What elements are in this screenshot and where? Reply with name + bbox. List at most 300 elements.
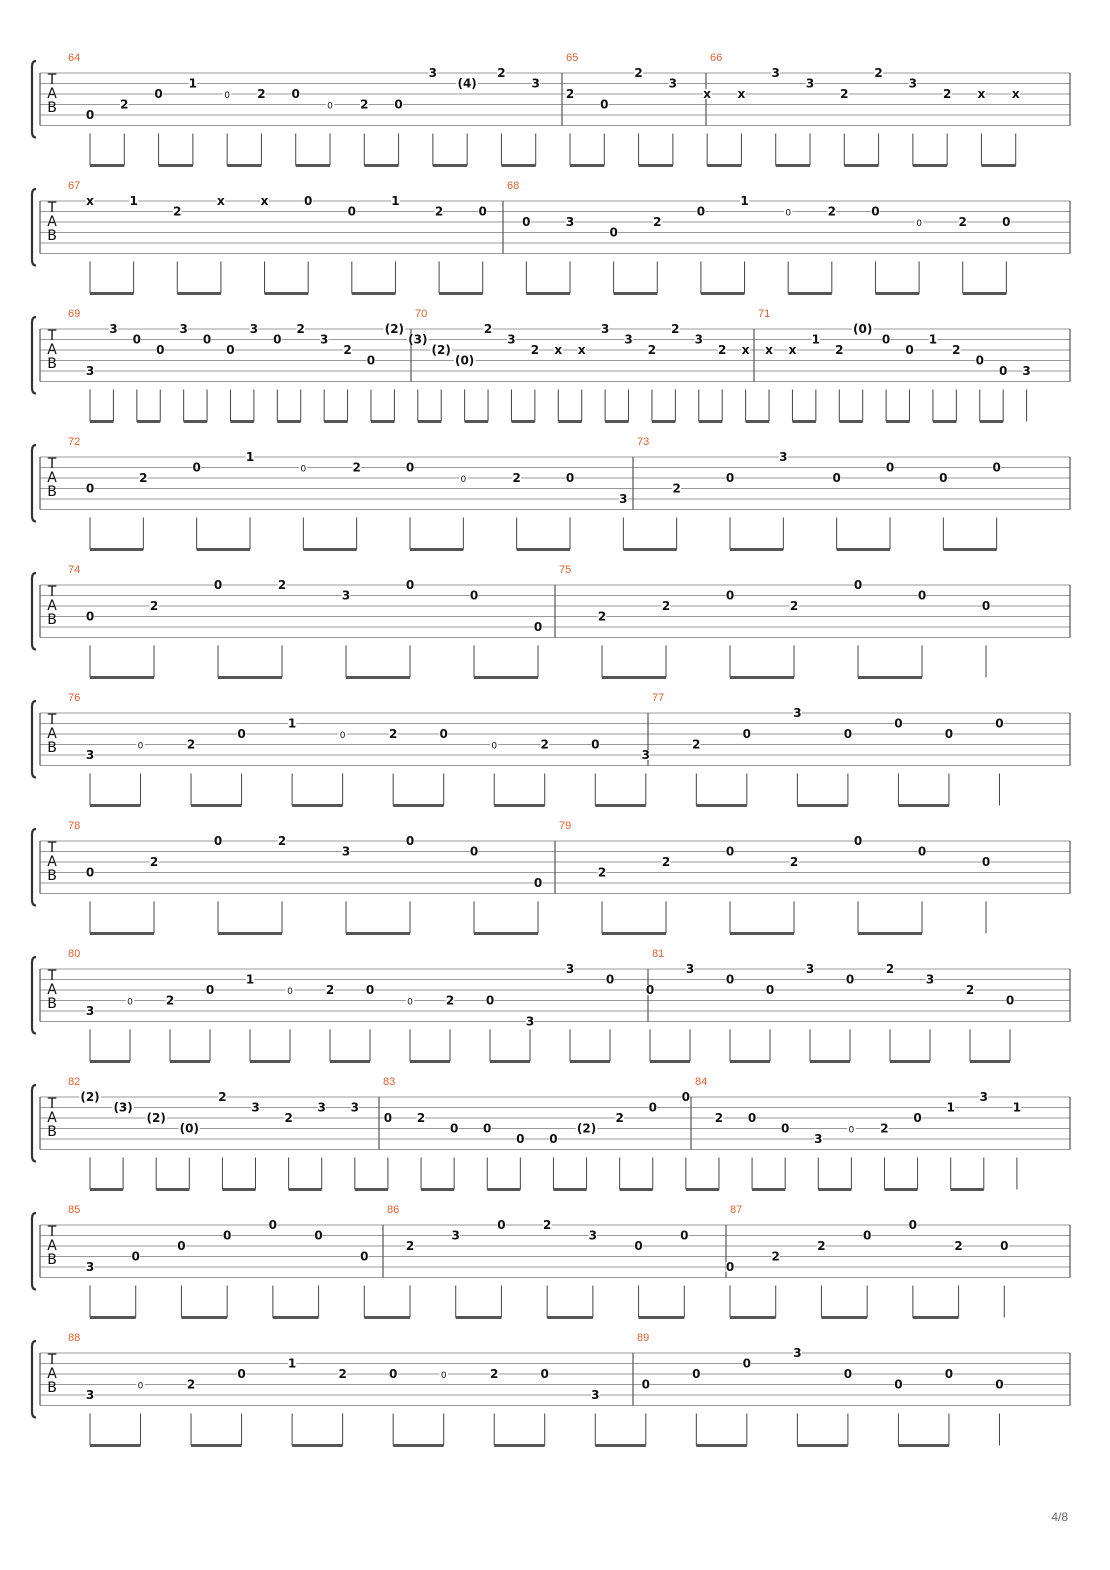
fret-number: 0 [862, 1228, 872, 1243]
fret-number: 2 [692, 737, 701, 752]
grace-note: 0 [460, 475, 467, 485]
measure-number: 87 [730, 1204, 743, 1216]
fret-number: 0 [314, 1228, 323, 1243]
fret-number: 0 [600, 97, 609, 112]
measure-number: 83 [383, 1076, 396, 1088]
fret-number: 0 [202, 332, 212, 347]
tab-clef-letter: T [47, 712, 57, 728]
fret-number: 2 [880, 1121, 889, 1136]
fret-number: 0 [725, 471, 735, 485]
fret-number: x [788, 343, 797, 357]
fret-number: (2) [80, 1090, 100, 1104]
fret-number: 0 [156, 343, 165, 357]
fret-number: 2 [530, 343, 540, 357]
fret-number: 0 [981, 855, 991, 869]
grace-note: 0 [327, 101, 333, 112]
fret-number: 0 [469, 844, 479, 859]
fret-number: 0 [85, 108, 95, 122]
fret-number: 0 [742, 727, 752, 741]
measure-number: 66 [710, 52, 723, 64]
fret-number: x [217, 194, 225, 208]
fret-number: 0 [939, 471, 948, 485]
fret-number: 2 [958, 215, 967, 229]
fret-number: 0 [268, 1218, 278, 1232]
fret-number: (2) [576, 1121, 597, 1136]
fret-number: 0 [894, 716, 903, 731]
fret-number: 2 [338, 1367, 347, 1381]
fret-number: 2 [952, 343, 961, 357]
fret-number: 0 [533, 876, 543, 890]
measure-number: 71 [758, 308, 771, 320]
fret-number: (0) [454, 353, 475, 368]
grace-note: 0 [785, 208, 792, 219]
tab-system [32, 692, 1070, 806]
measure-number: 76 [68, 692, 81, 704]
tab-system [32, 820, 1070, 934]
fret-number: 3 [779, 450, 788, 464]
tab-system [32, 948, 1070, 1062]
fret-number: 3 [771, 66, 780, 80]
fret-number: 2 [512, 471, 521, 485]
fret-number: x [765, 343, 773, 357]
fret-number: 0 [565, 471, 575, 485]
fret-number: 0 [995, 1377, 1004, 1392]
fret-number: 2 [352, 460, 361, 475]
tab-clef-letter: B [47, 1124, 57, 1140]
fret-number: 0 [881, 332, 891, 347]
fret-number: 3 [805, 962, 815, 976]
fret-number: 3 [619, 492, 628, 506]
tab-clef-letter: B [47, 484, 57, 500]
fret-number: 0 [85, 865, 95, 880]
fret-number: 2 [874, 66, 883, 80]
fret-number: 0 [516, 1132, 525, 1146]
system-bracket [32, 445, 36, 522]
system-bracket [32, 1341, 36, 1418]
tab-clef-letter: A [47, 470, 57, 486]
fret-number: 3 [317, 1100, 326, 1115]
grace-note: 0 [137, 1381, 144, 1392]
grace-note: 0 [137, 741, 144, 752]
fret-number: 3 [805, 76, 815, 91]
fret-number: 2 [597, 609, 607, 624]
tab-system [32, 436, 1070, 550]
fret-number: (2) [431, 343, 451, 357]
fret-number: 1 [188, 76, 198, 91]
fret-number: 2 [120, 97, 129, 112]
measure-number: 75 [559, 564, 572, 576]
fret-number: 2 [671, 322, 680, 336]
fret-number: 0 [347, 204, 356, 219]
fret-number: 3 [588, 1228, 598, 1243]
tab-clef-letter: A [47, 854, 57, 870]
fret-number: 2 [139, 471, 148, 485]
fret-number: 0 [913, 1111, 922, 1125]
tab-clef-letter: B [47, 612, 57, 628]
fret-number: 0 [360, 1249, 369, 1264]
fret-number: 2 [661, 855, 671, 869]
fret-number: 0 [449, 1121, 459, 1136]
fret-number: 0 [917, 588, 927, 603]
system-bracket [32, 189, 36, 266]
fret-number: 0 [981, 599, 991, 613]
fret-number: 3 [925, 972, 935, 987]
grace-note: 0 [440, 1371, 447, 1381]
system-bracket [32, 701, 36, 778]
tab-clef-letter: B [47, 228, 57, 244]
tab-clef-letter: B [47, 1252, 57, 1268]
fret-number: 3 [85, 748, 95, 762]
system-bracket [32, 1213, 36, 1290]
measure-number: 81 [652, 948, 665, 960]
fret-number: 2 [653, 215, 662, 229]
measure-number: 64 [68, 52, 81, 64]
fret-number: 0 [995, 716, 1004, 731]
fret-number: 2 [284, 1111, 293, 1125]
fret-number: 0 [540, 1367, 549, 1381]
tab-clef-letter: T [47, 328, 57, 344]
tab-system [32, 564, 1070, 678]
fret-number: 2 [497, 66, 506, 80]
measure-number: 68 [507, 180, 520, 192]
fret-number: 3 [341, 844, 351, 859]
fret-number: 3 [249, 322, 259, 336]
fret-number: 0 [845, 972, 855, 987]
fret-number: 0 [680, 1228, 689, 1243]
fret-number: (2) [384, 322, 405, 336]
fret-number: 2 [565, 87, 575, 101]
grace-note: 0 [287, 987, 293, 997]
fret-number: 2 [325, 983, 335, 997]
fret-number: 0 [944, 727, 954, 741]
measure-number: 88 [68, 1332, 81, 1344]
fret-number: 0 [742, 1356, 752, 1371]
fret-number: 3 [908, 76, 918, 91]
fret-number: 0 [237, 727, 246, 741]
fret-number: 2 [149, 855, 159, 869]
fret-number: 1 [811, 332, 821, 347]
fret-number: x [737, 87, 746, 101]
fret-number: 0 [85, 481, 95, 496]
tab-clef-letter: T [47, 968, 57, 984]
fret-number: 1 [946, 1100, 955, 1115]
fret-number: 2 [173, 204, 182, 219]
fret-number: 1 [245, 450, 255, 464]
tab-clef-letter: T [47, 1352, 57, 1368]
fret-number: 3 [525, 1014, 535, 1029]
measure-number: 89 [637, 1332, 650, 1344]
tab-clef-letter: B [47, 1380, 57, 1396]
system-bracket [32, 957, 36, 1034]
grace-note: 0 [127, 997, 133, 1008]
measure-number: 69 [68, 308, 81, 320]
fret-number: 0 [383, 1111, 393, 1125]
tab-clef-letter: T [47, 456, 57, 472]
tab-clef-letter: A [47, 86, 57, 102]
fret-number: 0 [725, 588, 735, 603]
fret-number: 2 [405, 1239, 415, 1253]
fret-number: 3 [319, 332, 329, 347]
fret-number: 0 [648, 1100, 657, 1115]
tab-clef-letter: A [47, 598, 57, 614]
tab-system [32, 308, 1070, 422]
measure-number: 85 [68, 1204, 81, 1216]
fret-number: x [577, 343, 586, 357]
fret-number: 2 [789, 599, 799, 613]
tab-clef-letter: T [47, 840, 57, 856]
fret-number: 2 [597, 865, 607, 880]
fret-number: (0) [853, 322, 873, 336]
fret-number: 3 [591, 1388, 600, 1402]
fret-number: 0 [908, 1218, 918, 1232]
fret-number: 0 [853, 578, 863, 592]
tab-clef-letter: A [47, 1110, 57, 1126]
fret-number: 0 [696, 204, 706, 219]
measure-number: 86 [387, 1204, 400, 1216]
fret-number: 0 [843, 727, 853, 741]
fret-number: 0 [998, 364, 1008, 378]
fret-number: 2 [343, 343, 352, 357]
fret-number: 0 [641, 1377, 650, 1392]
fret-number: 2 [165, 993, 175, 1008]
fret-number: 2 [835, 343, 844, 357]
grace-note: 0 [407, 997, 413, 1008]
measure-number: 73 [637, 436, 650, 448]
measure-number: 72 [68, 436, 81, 448]
tab-system [32, 1076, 1070, 1190]
fret-number: 3 [428, 66, 438, 80]
tab-clef-letter: A [47, 1366, 57, 1382]
fret-number: 2 [483, 322, 493, 336]
system-bracket [32, 829, 36, 906]
fret-number: 3 [507, 332, 516, 347]
fret-number: 3 [85, 364, 95, 378]
fret-number: 3 [600, 322, 610, 336]
fret-number: 0 [681, 1090, 691, 1104]
grace-note: 0 [491, 741, 498, 752]
tab-clef-letter: A [47, 342, 57, 358]
grace-note: 0 [300, 464, 307, 475]
fret-number: 0 [478, 204, 487, 219]
fret-number: 0 [765, 983, 775, 997]
fret-number: 0 [485, 993, 495, 1008]
fret-number: 0 [405, 834, 415, 848]
grace-note: 0 [224, 91, 231, 101]
fret-number: 2 [661, 599, 671, 613]
system-bracket [32, 573, 36, 650]
fret-number: 2 [490, 1367, 499, 1381]
fret-number: 0 [497, 1218, 506, 1232]
fret-number: 2 [434, 204, 444, 219]
fret-number: 0 [154, 87, 163, 101]
fret-number: 2 [186, 1377, 196, 1392]
fret-number: 0 [747, 1111, 757, 1125]
fret-number: 0 [192, 460, 201, 475]
fret-number: 2 [149, 599, 159, 613]
fret-number: 0 [591, 737, 600, 752]
fret-number: 3 [641, 748, 650, 762]
fret-number: 0 [885, 460, 895, 475]
fret-number: 0 [226, 343, 235, 357]
fret-number: 0 [405, 578, 415, 592]
fret-number: 2 [360, 97, 369, 112]
fret-number: 3 [85, 1260, 95, 1274]
fret-number: 0 [843, 1367, 853, 1381]
fret-number: 3 [350, 1100, 360, 1115]
fret-number: 0 [634, 1239, 643, 1253]
fret-number: x [86, 194, 94, 208]
fret-number: 3 [814, 1132, 823, 1146]
tab-system [32, 1332, 1070, 1446]
fret-number: 0 [780, 1121, 790, 1136]
fret-number: 2 [542, 1218, 552, 1232]
fret-number: 0 [213, 834, 223, 848]
tab-clef-letter: B [47, 100, 57, 116]
fret-number: 0 [917, 844, 927, 859]
fret-number: (2) [146, 1111, 166, 1125]
fret-number: 0 [131, 1249, 140, 1264]
fret-number: 2 [942, 87, 952, 101]
fret-number: 0 [273, 332, 282, 347]
fret-number: 0 [905, 343, 914, 357]
measure-number: 78 [68, 820, 81, 832]
fret-number: 0 [1000, 1239, 1009, 1253]
fret-number: 2 [634, 66, 643, 80]
fret-number: (3) [113, 1100, 133, 1115]
fret-number: 2 [445, 993, 455, 1008]
fret-number: 0 [366, 353, 376, 368]
fret-number: 0 [439, 727, 448, 741]
fret-number: 0 [533, 620, 543, 634]
fret-number: 2 [827, 204, 836, 219]
fret-number: 0 [483, 1121, 492, 1136]
fret-number: 0 [304, 194, 313, 208]
tab-clef-letter: A [47, 1238, 57, 1254]
fret-number: (3) [408, 332, 428, 347]
tab-clef-letter: T [47, 584, 57, 600]
tab-clef-letter: A [47, 726, 57, 742]
fret-number: 0 [894, 1377, 903, 1392]
tab-clef-letter: T [47, 1096, 57, 1112]
fret-number: x [260, 194, 269, 208]
fret-number: 0 [469, 588, 479, 603]
fret-number: 2 [277, 834, 287, 848]
page-number: 4/8 [1051, 1510, 1068, 1524]
grace-note: 0 [339, 731, 346, 741]
fret-number: x [741, 343, 750, 357]
measure-number: 80 [68, 948, 81, 960]
fret-number: 0 [237, 1367, 246, 1381]
fret-number: 0 [725, 972, 735, 987]
fret-number: 3 [85, 1388, 95, 1402]
fret-number: 2 [296, 322, 305, 336]
tab-clef-letter: B [47, 740, 57, 756]
fret-number: 2 [789, 855, 799, 869]
fret-number: 2 [718, 343, 727, 357]
fret-number: x [554, 343, 563, 357]
grace-note: 0 [848, 1125, 855, 1136]
measure-number: 84 [695, 1076, 708, 1088]
fret-number: 0 [132, 332, 142, 347]
grace-note: 0 [916, 219, 922, 229]
fret-number: 0 [725, 844, 735, 859]
fret-number: 3 [531, 76, 540, 91]
tab-clef-letter: T [47, 72, 57, 88]
fret-number: 0 [871, 204, 880, 219]
system-bracket [32, 61, 36, 138]
fret-number: 0 [394, 97, 403, 112]
fret-number: 3 [451, 1228, 460, 1243]
fret-number: 1 [928, 332, 938, 347]
measure-number: 79 [559, 820, 572, 832]
fret-number: 3 [793, 1346, 802, 1360]
fret-number: 3 [624, 332, 633, 347]
fret-number: 0 [605, 972, 615, 987]
measure-number: 74 [68, 564, 81, 576]
fret-number: 0 [405, 460, 415, 475]
fret-number: 2 [817, 1239, 826, 1253]
fret-number: 3 [251, 1100, 260, 1115]
fret-number: 0 [609, 225, 618, 240]
fret-number: 0 [1005, 993, 1015, 1008]
fret-number: 0 [205, 983, 215, 997]
system-bracket [32, 317, 36, 394]
fret-number: 0 [177, 1239, 186, 1253]
fret-number: 0 [1002, 215, 1011, 229]
fret-number: 2 [965, 983, 975, 997]
fret-number: 3 [85, 1004, 95, 1018]
fret-number: 2 [885, 962, 895, 976]
fret-number: 0 [645, 983, 655, 997]
fret-number: x [977, 87, 986, 101]
fret-number: 0 [213, 578, 223, 592]
fret-number: 0 [692, 1367, 701, 1381]
tab-clef-letter: A [47, 982, 57, 998]
fret-number: 1 [287, 716, 297, 731]
fret-number: 0 [388, 1367, 398, 1381]
fret-number: 2 [416, 1111, 426, 1125]
fret-number: 2 [218, 1090, 227, 1104]
tab-clef-letter: B [47, 356, 57, 372]
fret-number: 0 [944, 1367, 954, 1381]
tab-system [32, 52, 1070, 166]
fret-number: 3 [979, 1090, 988, 1104]
fret-number: 0 [291, 87, 300, 101]
fret-number: 2 [615, 1111, 624, 1125]
measure-number: 77 [652, 692, 665, 704]
fret-number: (4) [457, 76, 477, 91]
fret-number: (0) [179, 1121, 199, 1136]
fret-number: 3 [668, 76, 678, 91]
fret-number: 2 [540, 737, 549, 752]
fret-number: 2 [771, 1249, 780, 1264]
tab-clef-letter: B [47, 996, 57, 1012]
tab-clef-letter: T [47, 200, 57, 216]
fret-number: 3 [341, 588, 351, 603]
fret-number: 2 [186, 737, 196, 752]
measure-number: 65 [566, 52, 579, 64]
measure-number: 67 [68, 180, 81, 192]
fret-number: 3 [685, 962, 695, 976]
fret-number: 0 [975, 353, 984, 368]
fret-number: x [703, 87, 712, 101]
fret-number: 1 [391, 194, 400, 208]
fret-number: 0 [853, 834, 863, 848]
fret-number: 1 [740, 194, 749, 208]
fret-number: 2 [257, 87, 266, 101]
fret-number: 0 [222, 1228, 232, 1243]
fret-number: 0 [992, 460, 1001, 475]
